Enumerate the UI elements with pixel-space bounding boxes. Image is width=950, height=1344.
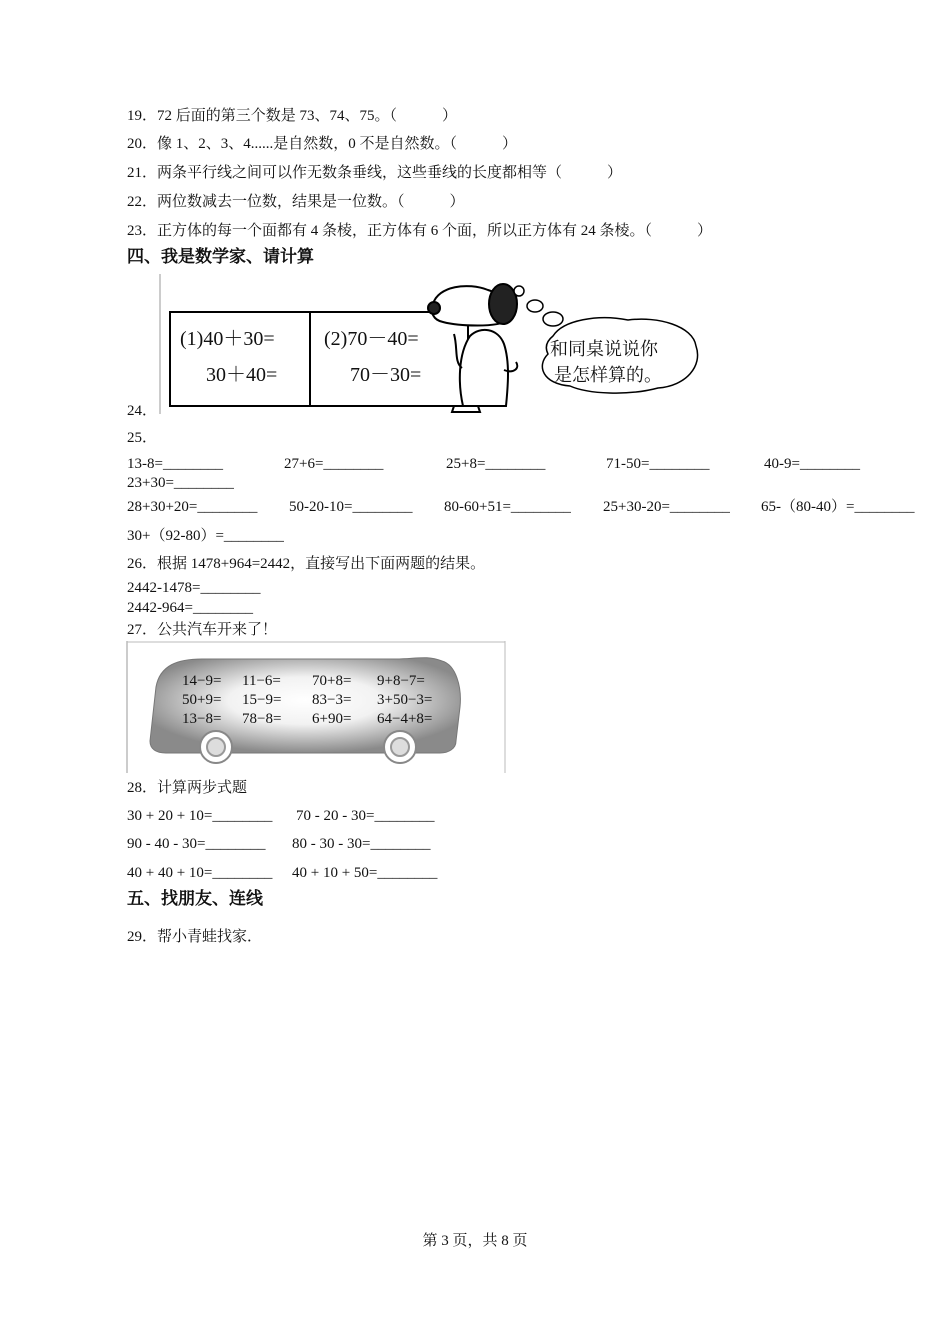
bus-item: 64−4+8= [377, 711, 433, 727]
question-24-number: 24． [127, 403, 158, 419]
question-28: 28．计算两步式题 [127, 780, 248, 796]
q28-item: 90 - 40 - 30=________ [127, 836, 266, 852]
question-20: 20．像 1、2、3、4......是自然数，0 不是自然数。（ ） [127, 136, 518, 152]
question-19: 19．72 后面的第三个数是 73、74、75。（ ） [127, 108, 458, 124]
question-27: 27．公共汽车开来了！ [127, 622, 278, 638]
q24-box2-line1: (2)70－40= [324, 328, 419, 350]
q25-item: 71-50=________ [606, 456, 710, 472]
question-21: 21．两条平行线之间可以作无数条垂线，这些垂线的长度都相等（ ） [127, 165, 623, 181]
bus-item: 9+8−7= [377, 673, 425, 689]
q25-item: 30+（92-80）=________ [127, 528, 284, 544]
question-26: 26．根据 1478+964=2442，直接写出下面两题的结果。 [127, 556, 486, 572]
bus-item: 14−9= [182, 673, 222, 689]
q25-item: 25+8=________ [446, 456, 546, 472]
bus-item: 83−3= [312, 692, 352, 708]
q28-item: 30 + 20 + 10=________ [127, 808, 273, 824]
bus-item: 6+90= [312, 711, 352, 727]
q24-box1-line1: (1)40＋30= [180, 328, 275, 350]
question-29: 29．帮小青蛙找家． [127, 929, 263, 945]
bus-item: 70+8= [312, 673, 352, 689]
q25-item: 40-9=________ [764, 456, 860, 472]
q26-line: 2442-964=________ [127, 600, 253, 616]
bus-item: 15−9= [242, 692, 282, 708]
q28-item: 70 - 20 - 30=________ [296, 808, 435, 824]
q25-item: 13-8=________ [127, 456, 223, 472]
question-22: 22．两位数减去一位数，结果是一位数。（ ） [127, 194, 465, 210]
q24-bubble-line1: 和同桌说说你 [550, 339, 658, 360]
q25-item: 28+30+20=________ [127, 499, 258, 515]
bus-item: 11−6= [242, 673, 281, 689]
section-4-heading: 四、我是数学家、请计算 [127, 247, 314, 267]
bus-figure [126, 641, 506, 773]
q25-item: 23+30=________ [127, 475, 234, 491]
q25-item: 65-（80-40）=________ [761, 499, 915, 515]
bus-item: 13−8= [182, 711, 222, 727]
q24-bubble-line2: 是怎样算的。 [554, 365, 662, 386]
q28-item: 80 - 30 - 30=________ [292, 836, 431, 852]
q24-figure [158, 274, 701, 414]
q25-item: 80-60+51=________ [444, 499, 571, 515]
section-5-heading: 五、找朋友、连线 [127, 889, 263, 909]
q25-item: 50-20-10=________ [289, 499, 413, 515]
q24-box1-line2: 30＋40= [206, 364, 278, 386]
question-23: 23．正方体的每一个面都有 4 条棱，正方体有 6 个面，所以正方体有 24 条棱。（ ） [127, 223, 713, 239]
q28-item: 40 + 40 + 10=________ [127, 865, 273, 881]
bus-item: 78−8= [242, 711, 282, 727]
bus-item: 3+50−3= [377, 692, 433, 708]
q24-box2-line2: 70－30= [350, 364, 422, 386]
q28-item: 40 + 10 + 50=________ [292, 865, 438, 881]
question-25-number: 25． [127, 430, 158, 446]
q25-item: 27+6=________ [284, 456, 384, 472]
q26-line: 2442-1478=________ [127, 580, 261, 596]
bus-item: 50+9= [182, 692, 222, 708]
q25-item: 25+30-20=________ [603, 499, 730, 515]
page-footer: 第 3 页，共 8 页 [422, 1233, 528, 1249]
